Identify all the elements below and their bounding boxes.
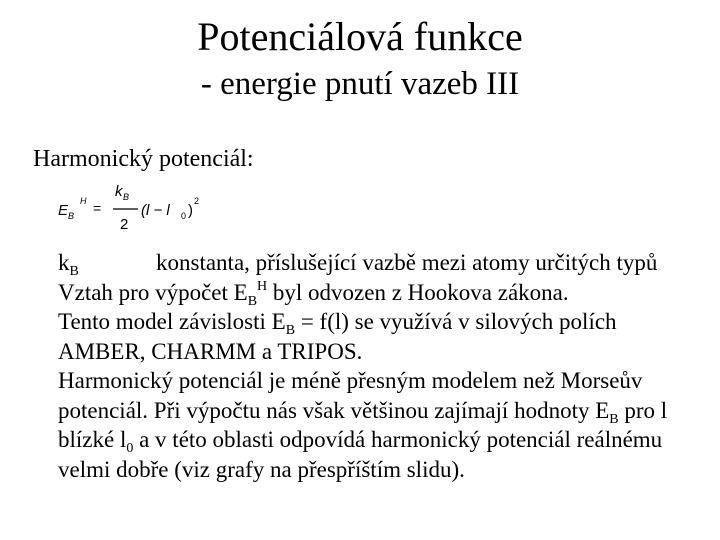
- formula-lhs-sup: H: [80, 196, 87, 206]
- formula-power: 2: [194, 196, 200, 206]
- formula-numerator-sub: B: [123, 192, 130, 202]
- body-text: [58, 248, 690, 484]
- kb-description: konstanta, příslušející vazbě mezi atomy určitých typů: [156, 250, 658, 275]
- formula-equals: =: [93, 200, 102, 216]
- slide-subtitle: - energie pnutí vazeb III: [200, 66, 520, 102]
- paragraph-force-fields: Tento model závislosti $E_B = f(l)$ se využívá v silových polích AMBER, CHARMM a TRIPOS.: [58, 309, 617, 364]
- formula-paren-close: ): [188, 202, 193, 219]
- formula-paren-open: (l − l: [141, 202, 170, 219]
- paragraph-derivation: Vztah pro výpočet $E_B^H$ byl odvozen z Hookova zákona.: [58, 278, 569, 309]
- paragraph-comparison: Harmonický potenciál je méně přesným modelem než Morseův potenciál. Při výpočtu nás však většinou zajímají hodnoty $E_B$ pro l blízké $l_0$ a v této oblasti odpovídá harmonický potenciál reálnému velmi dobře (viz grafy na přespříštím slidu).: [58, 368, 668, 482]
- section-label: Harmonický potenciál:: [33, 146, 254, 172]
- formula-l0-sub: 0: [181, 211, 187, 221]
- formula-denominator: 2: [120, 216, 129, 233]
- harmonic-potential-formula: [58, 182, 218, 236]
- formula-numerator: k: [115, 183, 123, 200]
- slide-title: Potenciálová funkce: [197, 14, 523, 59]
- formula-lhs-sub: B: [68, 211, 75, 221]
- formula-lhs: E: [58, 202, 69, 219]
- kb-symbol: $k_B$: [58, 250, 79, 279]
- kb-definition: [58, 248, 690, 278]
